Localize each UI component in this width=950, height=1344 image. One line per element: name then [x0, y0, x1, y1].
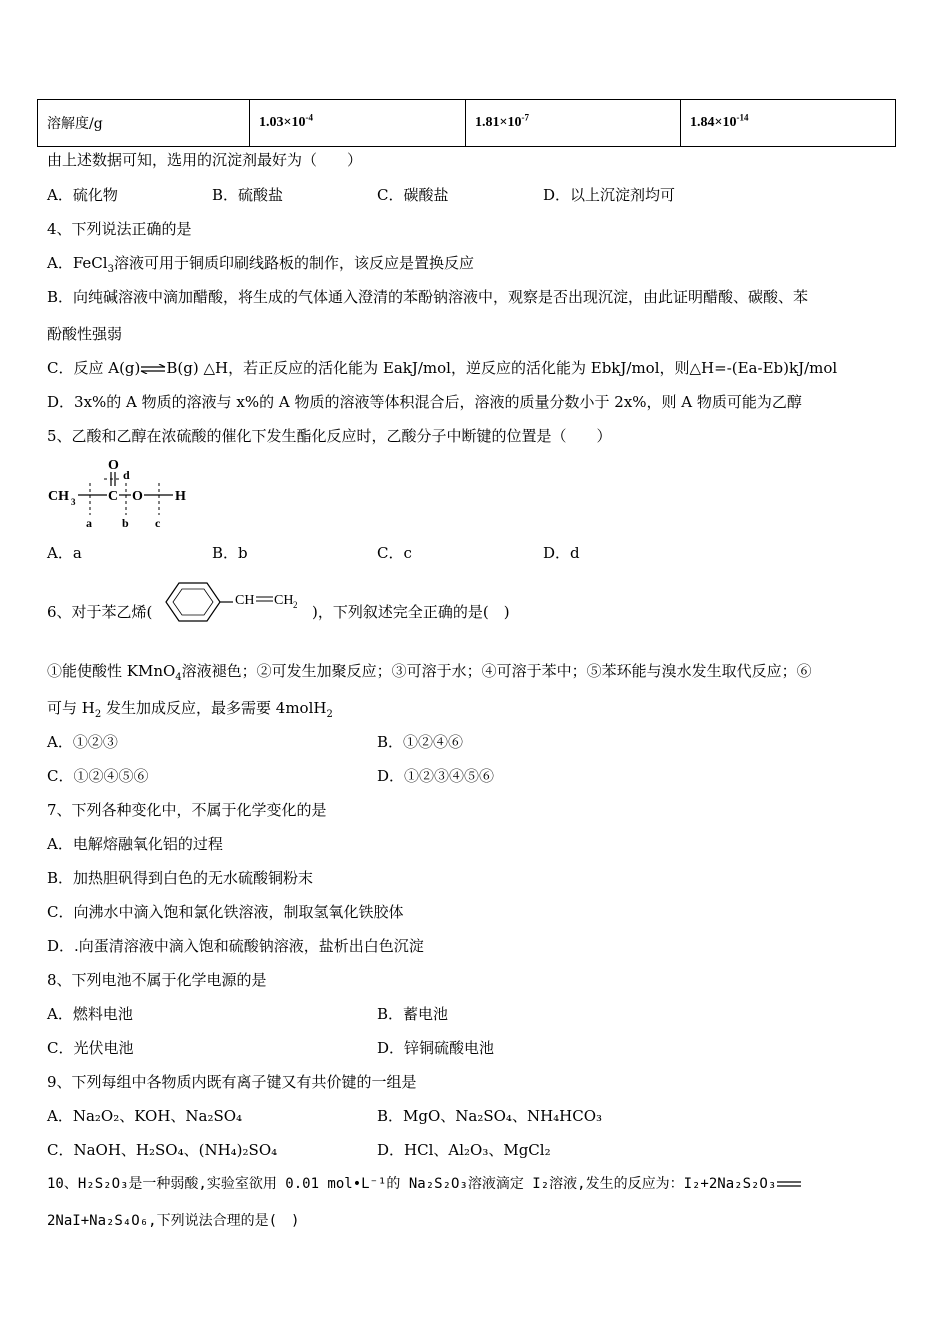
struct-label-d: d: [123, 468, 130, 482]
q6-option-b: B．①②④⑥: [377, 733, 464, 751]
q4-option-b-line1: B．向纯碱溶液中滴加醋酸，将生成的气体通入澄清的苯酚钠溶液中，观察是否出现沉淀，由此证明醋酸、碳酸、苯: [47, 288, 809, 306]
q7-option-d: D．.向蛋清溶液中滴入饱和硫酸钠溶液，盐析出白色沉淀: [47, 937, 424, 955]
styrene-ch2: CH: [274, 593, 294, 608]
table-value-cell: $1.84\times 10^{-14}$: [681, 100, 896, 147]
struct-oxygen: O: [132, 489, 143, 504]
table-label-cell: 溶解度/g: [38, 100, 250, 147]
q8-option-b: B．蓄电池: [377, 1005, 449, 1023]
solubility-table: [37, 99, 896, 147]
q8-option-d: D．锌铜硫酸电池: [377, 1039, 495, 1057]
q6-option-d: D．①②③④⑤⑥: [377, 767, 495, 785]
acetic-acid-structure: [44, 455, 204, 535]
q9-option-a: A．Na₂O₂、KOH、Na₂SO₄: [47, 1107, 243, 1125]
q3-option-d: D．以上沉淀剂均可: [543, 186, 676, 204]
q9-option-b: B．MgO、Na₂SO₄、NH₄HCO₃: [377, 1107, 603, 1125]
q9-option-c: C．NaOH、H₂SO₄、(NH₄)₂SO₄: [47, 1141, 278, 1159]
q6-stem-prefix: 6、对于苯乙烯(: [47, 603, 153, 621]
q8-option-a: A．燃料电池: [47, 1005, 133, 1023]
styrene-ch: CH: [235, 593, 255, 608]
q4-option-a: A．FeCl$_3$溶液可用于铜质印刷线路板的制作，该反应是置换反应: [47, 254, 474, 275]
q6-option-a: A．①②③: [47, 733, 118, 751]
q3-stem: 由上述数据可知，选用的沉淀剂最好为（ ）: [47, 151, 363, 169]
q4-option-d: D．3x%的 A 物质的溶液与 x%的 A 物质的溶液等体积混合后，溶液的质量分数小于 2x%，则 A 物质可能为乙醇: [47, 393, 802, 411]
q5-option-d: D．d: [543, 544, 580, 562]
table-value-cell: $1.81\times 10^{-7}$: [466, 100, 681, 147]
equals-arrow-icon: [776, 1179, 802, 1189]
q6-statements-line2: 可与 $H_2$ 发生加成反应，最多需要 4molH$_2$: [47, 699, 333, 720]
q7-option-c: C．向沸水中滴入饱和氯化铁溶液，制取氢氧化铁胶体: [47, 903, 404, 921]
q9-option-d: D．HCl、Al₂O₃、MgCl₂: [377, 1141, 551, 1159]
struct-hydrogen: H: [175, 489, 186, 504]
struct-ch3-sub: 3: [71, 497, 76, 507]
styrene-structure: [160, 578, 310, 626]
q8-option-c: C．光伏电池: [47, 1039, 134, 1057]
q3-option-c: C．碳酸盐: [377, 186, 449, 204]
struct-label-c: c: [155, 516, 161, 530]
q7-option-b: B．加热胆矾得到白色的无水硫酸铜粉末: [47, 869, 314, 887]
q3-option-b: B．硫酸盐: [212, 186, 284, 204]
q10-stem-line1: 10、H₂S₂O₃是一种弱酸,实验室欲用 0.01 mol•L⁻¹的 Na₂S₂O₃溶液滴定 I₂溶液,发生的反应为：I₂+2Na₂S₂O₃: [47, 1174, 802, 1194]
q5-option-a: A．a: [47, 544, 82, 562]
q3-option-a: A．硫化物: [47, 186, 118, 204]
q4-stem: 4、下列说法正确的是: [47, 220, 192, 238]
q10-stem-line2: 2NaI+Na₂S₄O₆,下列说法合理的是( ): [47, 1213, 300, 1229]
q6-option-c: C．①②④⑤⑥: [47, 767, 149, 785]
q6-stem-suffix: )，下列叙述完全正确的是( ): [312, 603, 510, 621]
equilibrium-arrow-icon: [140, 364, 166, 374]
q5-option-b: B．b: [212, 544, 248, 562]
q7-option-a: A．电解熔融氧化铝的过程: [47, 835, 223, 853]
q4-option-b-line2: 酚酸性强弱: [47, 325, 123, 343]
struct-label-b: b: [122, 516, 129, 530]
q9-stem: 9、下列每组中各物质内既有离子键又有共价键的一组是: [47, 1073, 417, 1091]
struct-carbon: C: [108, 489, 119, 504]
q5-option-c: C．c: [377, 544, 412, 562]
q7-stem: 7、下列各种变化中，不属于化学变化的是: [47, 801, 327, 819]
table-value-cell: $1.03\times 10^{-4}$: [250, 100, 466, 147]
struct-ch3: CH: [48, 489, 69, 504]
q8-stem: 8、下列电池不属于化学电源的是: [47, 971, 267, 989]
table-row: [38, 100, 896, 147]
q4-option-c: C．反应 A(g) B(g) △H，若正反应的活化能为 EakJ/mol，逆反应的活化能为 EbkJ/mol，则△H=-(Ea-Eb)kJ/mol: [47, 359, 838, 377]
q6-statements-line1: ①能使酸性 KMnO$_4$溶液褪色；②可发生加聚反应；③可溶于水；④可溶于苯中；⑤苯环能与溴水发生取代反应；⑥: [47, 662, 812, 683]
struct-oxygen-top: O: [108, 458, 119, 473]
struct-label-a: a: [86, 516, 92, 530]
q5-stem: 5、乙酸和乙醇在浓硫酸的催化下发生酯化反应时，乙酸分子中断键的位置是（ ）: [47, 427, 612, 445]
styrene-ch2-sub: 2: [293, 600, 298, 610]
